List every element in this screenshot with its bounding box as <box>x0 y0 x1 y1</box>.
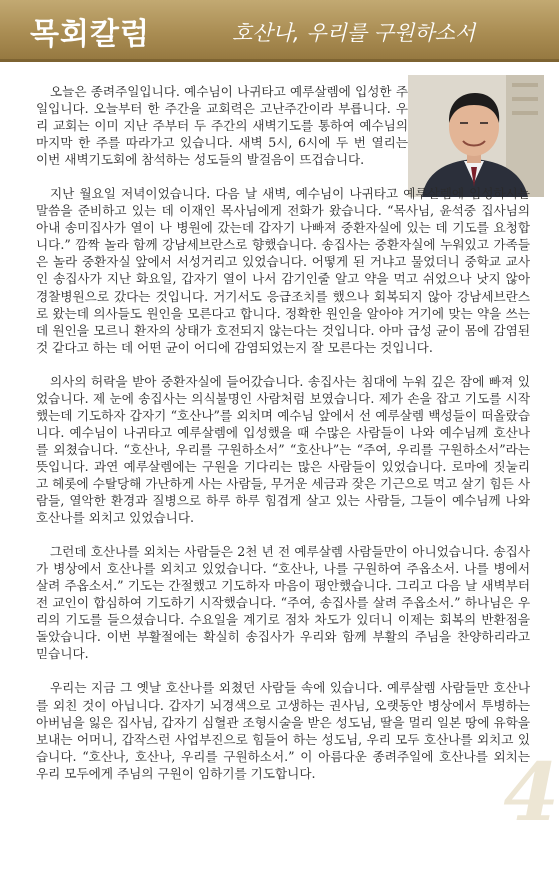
article-paragraph-2: 지난 월요일 저녁이었습니다. 다음 날 새벽, 예수님이 나귀타고 예루살렘에 입성하시는 말씀을 준비하고 있는 데 이재인 목사님에게 전화가 왔습니다. “목사님, 윤석중 집사님의 아내 송미집사가 열이 나 병원에 갔는데 갑자기 나빠져 중환자실에 있는 데 기도를 요청합니다.” 깜짝 놀라 함께 강남세브란스로 향했습니다. 송집사는 중환자실에 누워있고 가족들은 놀라 중환자실 앞에서 서성거리고 있었습니다. 어떻게 된 거냐고 물었더니 중학교 교사인 송집사가 지난 화요일, 갑자기 열이 나서 감기인줄 알고 약을 먹고 쉬었으나 낫지 않아 경찰병원으로 갔다는 것입니다. 거기서도 응급조치를 했으나 회복되지 않아 강남세브란스로 왔는데 의사들도 원인을 모른다고 합니다. 정확한 원인을 알아야 거기에 맞는 약을 쓰는 데 원인을 모르니 환자의 상태가 호전되지 않는다는 것입니다. 아마 급성 균이 몸에 감염된 것 같다고 하는 데 어떤 균이 어디에 감염되었는지 잘 모른다는 것입니다. <box>36 186 530 355</box>
article-body <box>36 83 530 799</box>
article-paragraph-1: 오늘은 종려주일입니다. 예수님이 나귀타고 예루살렘에 입성한 주일입니다. 오늘부터 한 주간을 교회력은 고난주간이라 부릅니다. 우리 교회는 이미 지난 주부터 두 주간의 새벽기도를 통하여 예수님의 마지막 한 주를 따라가고 있습니다. 새벽 5시, 6시에 두 번 열리는 이번 새벽기도회에 참석하는 성도들의 발걸음이 뜨겁습니다. <box>36 84 408 168</box>
column-name: 목회칼럼 <box>30 17 150 52</box>
article-paragraph-5: 우리는 지금 그 옛날 호산나를 외쳤던 사람들 속에 있습니다. 예루살렘 사람들만 호산나를 외친 것이 아닙니다. 갑자기 뇌경색으로 고생하는 권사님, 오랫동안 병상에서 투병하는 아버님을 잃은 집사님, 갑자기 심혈관 조형시술을 받은 성도님, 딸을 멀리 일본 땅에 유학을 보내는 어머니, 갑작스런 사업부진으로 힘들어 하는 성도님, 우리 모두 호산나를 외치고 있습니다. “호산나, 호산나, 우리를 구원하소서.” 이 아름다운 종려주일에 호산나를 외치는 우리 모두에게 주님의 구원이 임하기를 기도합니다. <box>36 680 531 781</box>
article-title: 호산나, 우리를 구원하소서 <box>232 21 476 45</box>
photo-spacer <box>408 83 530 183</box>
article-paragraph-4: 그런데 호산나를 외치는 사람들은 2천 년 전 예루살렘 사람들만이 아니었습니다. 송집사가 병상에서 호산나를 외치고 있었습니다. “호산나, 나를 구원하여 주옵소서. 나를 병에서 살려 주옵소서.” 기도는 간절했고 기도하자 마음이 평안했습니다. 그리고 다음 날 새벽부터 전 교인이 합심하여 기도하기 시작했습니다. “주여, 송집사를 살려 주옵소서.” 하나님은 우리의 기도를 들으셨습니다. 수요일을 계기로 점차 차도가 있더니 이제는 회복의 반환점을 돌았습니다. 이번 부활절에는 확실히 송집사가 우리와 함께 부활의 주님을 찬양하리라고 믿습니다. <box>36 544 530 662</box>
article-paragraph-3: 의사의 허락을 받아 중환자실에 들어갔습니다. 송집사는 침대에 누워 깊은 잠에 빠져 있었습니다. 제 눈에 송집사는 의식불명인 사람처럼 보였습니다. 제가 손을 잡고 기도를 시작했는데 기도하자 갑자기 “호산나”를 외치며 예수님 앞에서 선 예루살렘 백성들이 떠올랐습니다. 예수님이 나귀타고 예루살렘에 입성했을 때 수많은 사람들이 나와 예수님께 호산나를 외쳤습니다. “호산나, 우리를 구원하소서” “호산나”는 “주여, 우리를 구원하소서”라는 뜻입니다. 과연 예루살렘에는 구원을 기다리는 많은 사람들이 있었습니다. 로마에 짓눌리고 헤롯에 수탈당해 가난하게 사는 사람들, 무거운 세금과 잦은 기근으로 먹고 살기 힘든 사람들, 열악한 환경과 질병으로 하루 하루 힘겹게 살고 있는 사람들, 그들이 예수님께 나와 호산나를 외치고 있었습니다. <box>36 373 531 526</box>
page-number: 4 <box>503 745 559 839</box>
column-header <box>0 0 559 62</box>
